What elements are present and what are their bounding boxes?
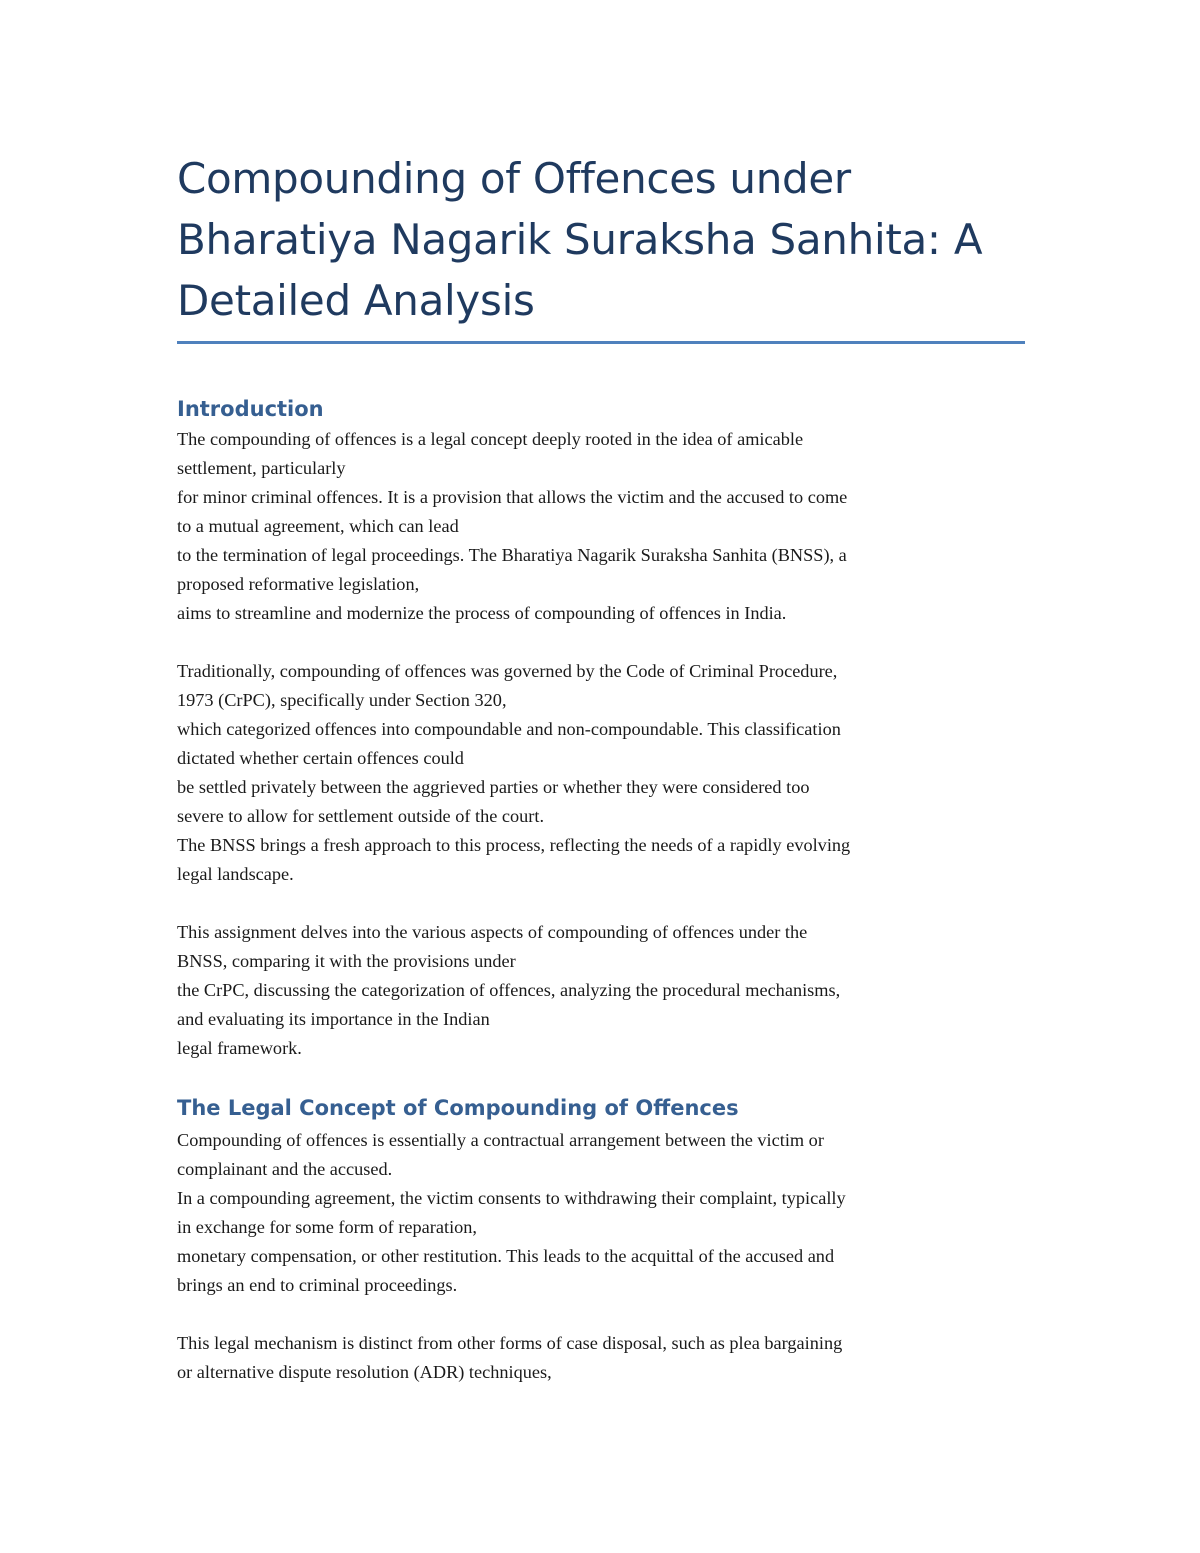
text-line: 1973 (CrPC), specifically under Section 320, — [177, 690, 507, 710]
text-line: and evaluating its importance in the Indian — [177, 1009, 490, 1029]
text-line: BNSS, comparing it with the provisions under — [177, 951, 516, 971]
paragraph — [177, 1126, 1027, 1300]
title-line: Bharatiya Nagarik Suraksha Sanhita: A — [177, 215, 983, 264]
paragraph — [177, 1329, 1027, 1387]
paragraph — [177, 657, 1027, 889]
section-heading-introduction: Introduction — [177, 397, 324, 421]
title-divider — [177, 341, 1025, 344]
text-line: Traditionally, compounding of offences was governed by the Code of Criminal Procedure, — [177, 661, 838, 681]
text-line: to the termination of legal proceedings. The Bharatiya Nagarik Suraksha Sanhita (BNSS), a — [177, 545, 847, 565]
text-line: proposed reformative legislation, — [177, 574, 420, 594]
text-line: or alternative dispute resolution (ADR) techniques, — [177, 1362, 552, 1382]
text-line: The compounding of offences is a legal concept deeply rooted in the idea of amicable — [177, 429, 804, 449]
text-line: settlement, particularly — [177, 458, 346, 478]
section-heading-legal-concept: The Legal Concept of Compounding of Offences — [177, 1096, 739, 1120]
text-line: the CrPC, discussing the categorization of offences, analyzing the procedural mechanisms, — [177, 980, 841, 1000]
text-line: legal landscape. — [177, 864, 294, 884]
text-line: This assignment delves into the various aspects of compounding of offences under the — [177, 922, 808, 942]
text-line: dictated whether certain offences could — [177, 748, 464, 768]
text-line: legal framework. — [177, 1038, 302, 1058]
text-line: aims to streamline and modernize the process of compounding of offences in India. — [177, 603, 787, 623]
text-line: The BNSS brings a fresh approach to this process, reflecting the needs of a rapidly evolving — [177, 835, 851, 855]
text-line: severe to allow for settlement outside of the court. — [177, 806, 545, 826]
text-line: In a compounding agreement, the victim consents to withdrawing their complaint, typically — [177, 1188, 846, 1208]
text-line: to a mutual agreement, which can lead — [177, 516, 459, 536]
text-line: monetary compensation, or other restitution. This leads to the acquittal of the accused and — [177, 1246, 835, 1266]
text-line: for minor criminal offences. It is a provision that allows the victim and the accused to come — [177, 487, 848, 507]
text-line: be settled privately between the aggrieved parties or whether they were considered too — [177, 777, 810, 797]
text-line: brings an end to criminal proceedings. — [177, 1275, 458, 1295]
text-line: This legal mechanism is distinct from other forms of case disposal, such as plea bargaining — [177, 1333, 843, 1353]
text-line: which categorized offences into compoundable and non-compoundable. This classification — [177, 719, 841, 739]
title-line: Compounding of Offences under — [177, 154, 851, 203]
text-line: Compounding of offences is essentially a contractual arrangement between the victim or — [177, 1130, 824, 1150]
text-line: in exchange for some form of reparation, — [177, 1217, 477, 1237]
document-title — [177, 148, 1027, 331]
document-page — [177, 148, 1027, 1416]
text-line: complainant and the accused. — [177, 1159, 393, 1179]
paragraph — [177, 425, 1027, 628]
paragraph — [177, 918, 1027, 1063]
title-line: Detailed Analysis — [177, 276, 535, 325]
